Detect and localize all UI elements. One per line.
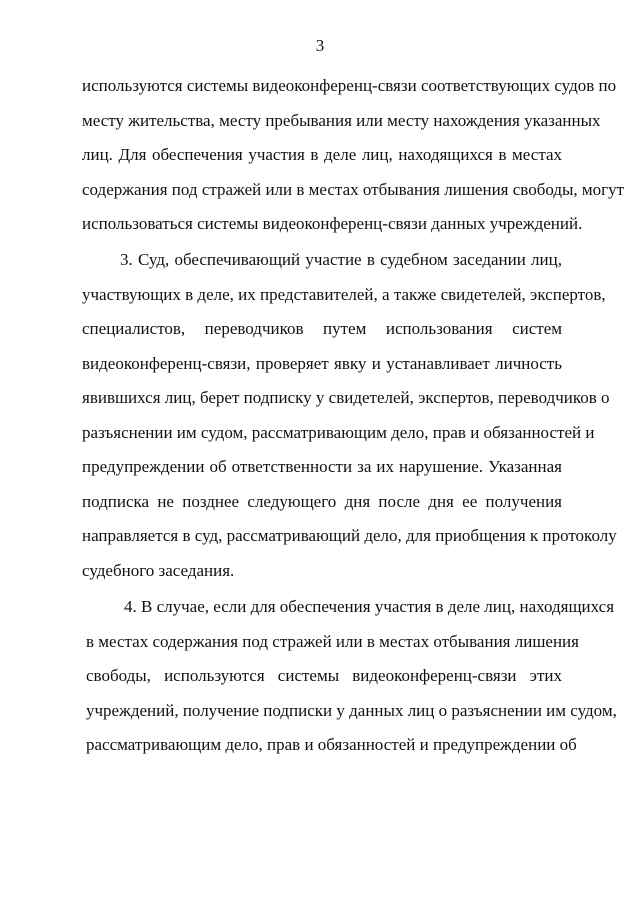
page-number: 3 [315,36,325,55]
text-line: свободы, используются системы видеоконференц-связи этих [86,666,562,685]
text-line: специалистов, переводчиков путем использования систем [82,319,562,338]
text-line: рассматривающим дело, прав и обязанностей и предупреждении об [86,735,577,754]
paragraph-continuation [82,69,625,242]
text-line: 4. В случае, если для обеспечения участия в деле лиц, находящихся [124,597,615,616]
text-line: учреждений, получение подписки у данных лиц о разъяснении им судом, [86,700,617,720]
text-line: используются системы видеоконференц-связи соответствующих судов по [82,76,617,95]
text-line: содержания под стражей или в местах отбывания лишения свободы, могут [82,179,625,199]
text-line: предупреждении об ответственности за их нарушение. Указанная [82,457,562,476]
text-line: участвующих в деле, их представителей, а также свидетелей, экспертов, [82,284,606,304]
text-line: судебного заседания. [82,560,235,580]
text-line: месту жительства, месту пребывания или месту нахождения указанных [82,110,601,130]
text-line: явившихся лиц, берет подписку у свидетелей, экспертов, переводчиков о [82,388,610,407]
text-line: направляется в суд, рассматривающий дело, для приобщения к протоколу [82,526,617,545]
text-line: использоваться системы видеоконференц-связи данных учреждений. [82,214,583,233]
text-line: видеоконференц-связи, проверяет явку и устанавливает личность [82,353,562,373]
paragraph-item-3 [82,243,617,588]
text-line: в местах содержания под стражей или в местах отбывания лишения [86,631,579,651]
text-line: 3. Суд, обеспечивающий участие в судебном заседании лиц, [120,250,562,269]
text-line: разъяснении им судом, рассматривающим дело, прав и обязанностей и [82,422,595,442]
text-line: подписка не позднее следующего дня после дня ее получения [82,491,562,511]
text-line: лиц. Для обеспечения участия в деле лиц, находящихся в местах [82,145,562,164]
paragraph-item-4 [86,590,617,763]
